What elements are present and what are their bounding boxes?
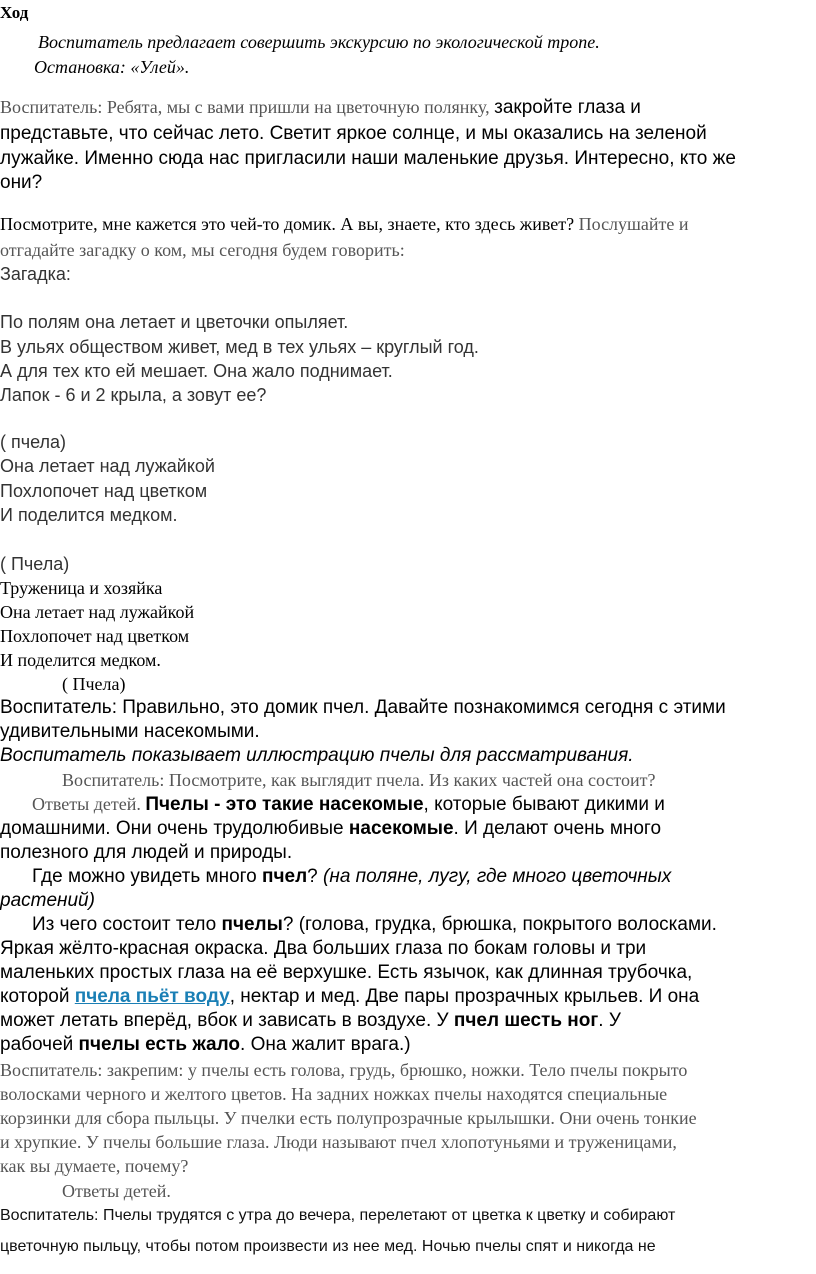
heading: Ход	[0, 3, 29, 22]
final-l2-a: цветочную пыльцу, чтобы потом произвести из нее мед.	[0, 1238, 418, 1255]
riddle-line-2: В ульях обществом живет, мед в тех ульях – круглый год.	[0, 337, 479, 357]
body-line-2: Яркая жёлто-красная окраска. Два больших глаза по бокам головы и три	[0, 938, 647, 959]
answer-1: ( пчела)	[0, 432, 67, 452]
final-l2-b: Ночью пчелы спят и никогда не	[417, 1238, 656, 1255]
body-l6-bold: пчелы есть жало	[78, 1034, 241, 1055]
answers-line-1	[32, 794, 665, 816]
body-l4-b: , нектар и мед. Две пары прозрачных крыльев. И она	[229, 986, 700, 1007]
paragraph-2-instruction: Послушайте и	[574, 214, 689, 234]
answers-line-3: полезного для людей и природы.	[0, 842, 293, 863]
poem-1-line-3: И поделится медком.	[0, 505, 178, 525]
body-l6-b: . Она жалит врага.)	[240, 1034, 411, 1055]
summary-line-3: корзинки для сбора пыльцы. У пчелки есть полупрозрачные крылышки. Они очень тонкие	[0, 1108, 697, 1128]
summary-line-1: Воспитатель: закрепим: у пчелы есть голова, грудь, брюшко, ножки. Тело пчелы покрыто	[0, 1060, 688, 1080]
body-l4-a: которой	[0, 986, 75, 1007]
riddle-line-1: По полям она летает и цветочки опыляет.	[0, 312, 349, 332]
riddle-line-4: Лапок - 6 и 2 крыла, а зовут ее?	[0, 385, 267, 405]
poem-2-line-1: Труженица и хозяйка	[0, 578, 163, 598]
paragraph-1-line-4: они?	[0, 172, 43, 193]
body-line-3: маленьких простых глаза на её верхушке. Есть язычок, как длинная трубочка,	[0, 962, 693, 983]
paragraph-2-line-1	[0, 214, 689, 235]
where-line-2: растений)	[0, 890, 95, 911]
body-line-1	[32, 914, 717, 936]
final-line-2	[0, 1238, 656, 1256]
body-l6-a: рабочей	[0, 1034, 79, 1055]
teacher-correct-line-1: Воспитатель: Правильно, это домик пчел. Давайте познакомимся сегодня с этими	[0, 697, 726, 718]
paragraph-2-line-2: отгадайте загадку о ком, мы сегодня будем говорить:	[0, 240, 405, 260]
answers-bold-2: насекомые	[348, 818, 454, 839]
riddle-label: Загадка:	[0, 264, 71, 284]
paragraph-1-line-1	[0, 97, 641, 119]
body-l1-bold: пчелы	[221, 914, 283, 935]
body-l5-bold: пчел шесть ног	[453, 1010, 599, 1031]
poem-2-line-2: Она летает над лужайкой	[0, 602, 195, 622]
paragraph-1-line-2: представьте, что сейчас лето. Светит яркое солнце, и мы оказались на зеленой	[0, 123, 707, 144]
summary-line-4: и хрупкие. У пчелы большие глаза. Люди называют пчел хлопотуньями и труженицами,	[0, 1132, 677, 1152]
poem-2-line-4: И поделится медком.	[0, 650, 161, 670]
body-line-6	[0, 1034, 411, 1056]
teacher-question: Воспитатель: Посмотрите, как выглядит пчела. Из каких частей она состоит?	[62, 770, 656, 790]
answers-line-2-a: домашними. Они очень трудолюбивые	[0, 818, 349, 839]
paragraph-1-text: закройте глаза и	[494, 97, 641, 118]
riddle-line-3: А для тех кто ей мешает. Она жало поднимает.	[0, 361, 393, 381]
body-line-4	[0, 986, 699, 1008]
where-line-1	[32, 866, 671, 888]
where-a: Где можно увидеть много	[32, 866, 263, 887]
poem-1-line-2: Похлопочет над цветком	[0, 481, 208, 501]
answers-line-2-b: . И делают очень много	[453, 818, 662, 839]
paragraph-2-question: Посмотрите, мне кажется это чей-то домик. А вы, знаете, кто здесь живет?	[0, 214, 575, 234]
illustration-note: Воспитатель показывает иллюстрацию пчелы для рассматривания.	[0, 745, 634, 766]
intro-line-2: Остановка: «Улей».	[34, 57, 190, 77]
poem-1-line-1: Она летает над лужайкой	[0, 456, 215, 476]
paragraph-1-speaker: Воспитатель: Ребята, мы с вами пришли на цветочную полянку,	[0, 97, 495, 117]
answers-bold-1: Пчелы - это такие насекомые	[145, 794, 424, 815]
summary-line-5: как вы думаете, почему?	[0, 1156, 189, 1176]
summary-line-2: волосками черного и желтого цветов. На задних ножках пчелы находятся специальные	[0, 1084, 668, 1104]
body-l1-b: ? (голова, грудка, брюшка, покрытого волосками.	[282, 914, 717, 935]
answer-2: ( Пчела)	[0, 554, 70, 574]
answers-lead: Ответы детей.	[32, 794, 146, 814]
where-b: ?	[307, 866, 324, 887]
body-l5-a: может летать вперёд, вбок и зависать в воздухе. У	[0, 1010, 454, 1031]
answer-3: ( Пчела)	[62, 674, 126, 694]
bee-drinks-water-link[interactable]: пчела пьёт воду	[74, 986, 230, 1007]
paragraph-1-line-3: лужайке. Именно сюда нас пригласили наши маленькие друзья. Интересно, кто же	[0, 148, 736, 169]
body-line-5	[0, 1010, 621, 1032]
where-bold: пчел	[262, 866, 308, 887]
final-line-1: Воспитатель: Пчелы трудятся с утра до вечера, перелетают от цветка к цветку и собирают	[0, 1207, 676, 1224]
answers-rest-1: , которые бывают дикими и	[423, 794, 665, 815]
poem-2-line-3: Похлопочет над цветком	[0, 626, 190, 646]
body-l5-b: . У	[598, 1010, 621, 1031]
children-answers: Ответы детей.	[62, 1181, 171, 1201]
answers-line-2	[0, 818, 661, 840]
intro-line-1: Воспитатель предлагает совершить экскурсию по экологической тропе.	[38, 32, 600, 52]
body-l1-a: Из чего состоит тело	[32, 914, 222, 935]
teacher-correct-line-2: удивительными насекомыми.	[0, 721, 260, 742]
where-italic-1: (на поляне, лугу, где много цветочных	[323, 866, 672, 887]
